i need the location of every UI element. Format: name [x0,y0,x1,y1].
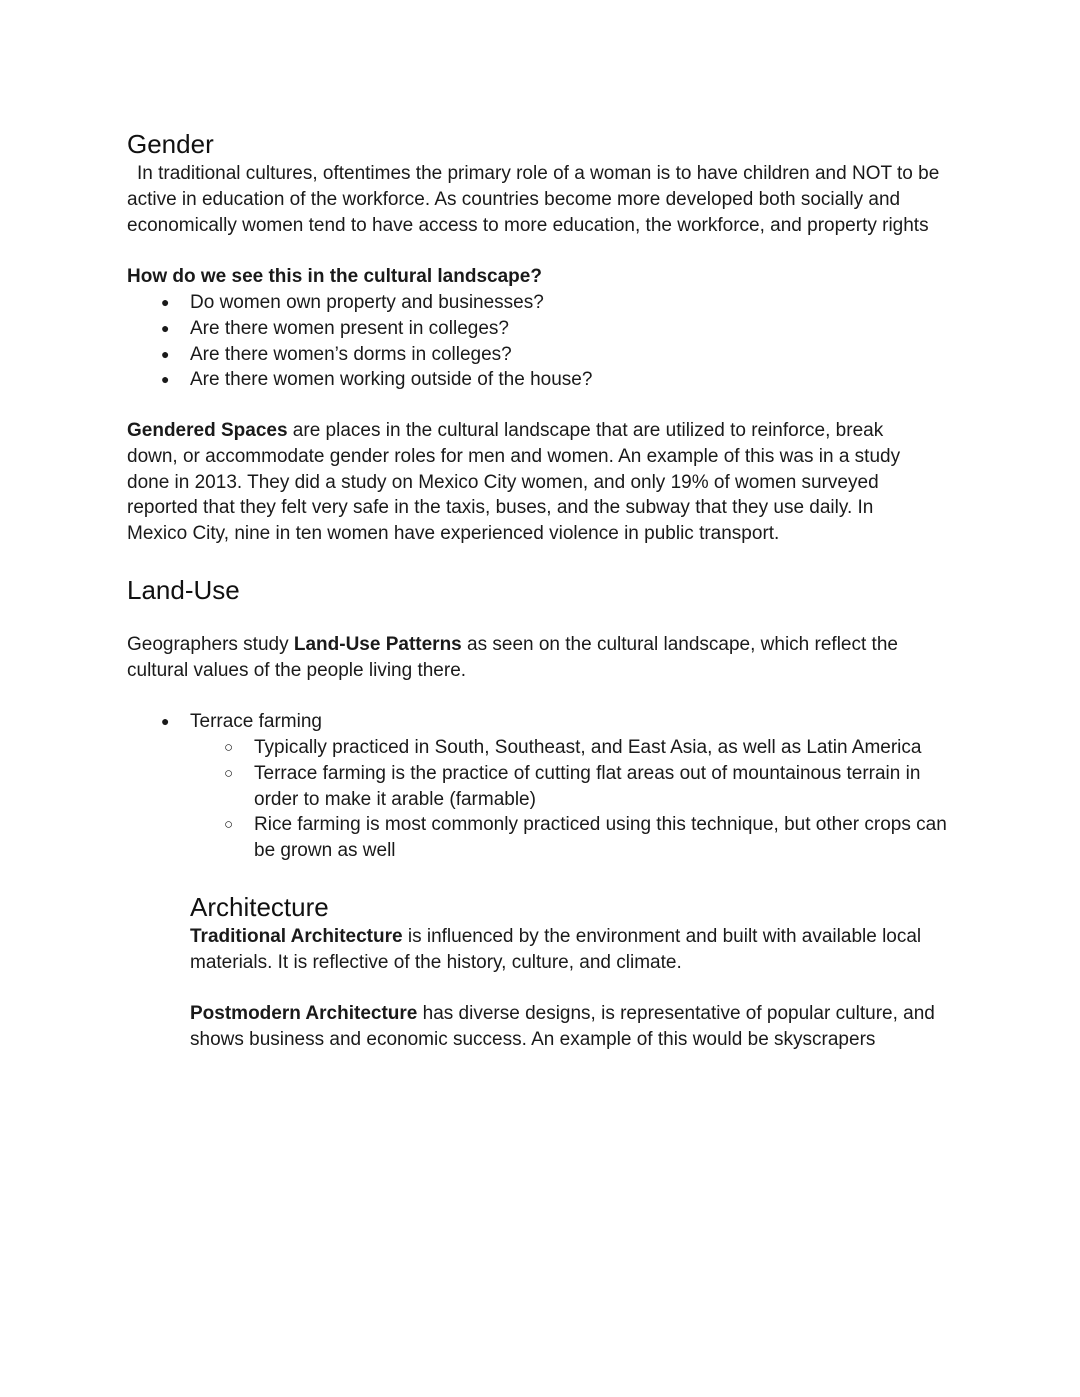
list-item-text: Are there women working outside of the house? [190,369,593,391]
sub-list-item-text: Terrace farming is the practice of cutting flat areas out of mountainous terrain in order to make it arable (farmable) [254,762,921,810]
land-use-paragraph [127,632,927,684]
gender-bullet-list [161,290,950,393]
list-item-text: Are there women’s dorms in colleges? [190,343,512,365]
architecture-heading: Architecture [190,892,329,922]
sub-list-item-text: Typically practiced in South, Southeast, and East Asia, as well as Latin America [254,737,922,758]
land-use-term: Land-Use Patterns [293,634,462,655]
land-use-text-after: as seen on the cultural landscape, which reflect the cultural values of the people living there. [127,634,898,681]
circle-bullet-icon: ○ [224,739,234,756]
gendered-spaces-text: are places in the cultural landscape that are utilized to reinforce, break down, or accommodate gender roles for men and women. An example of this was in a study done in 2013. They did a study on Mexico City women, and only 19% of women surveyed reported that they felt very safe in the taxis, buses, and the subway that they use daily. In Mexico City, nine in ten women have experienced violence in public transport. [127,420,901,545]
list-item-text: Terrace farming [190,711,322,732]
circle-bullet-icon: ○ [224,764,234,782]
bullet-icon: ● [161,294,170,310]
list-item-text: Do women own property and businesses? [190,292,544,313]
gendered-spaces-paragraph [127,418,927,547]
terrace-sub-list [224,735,954,864]
traditional-architecture-paragraph [190,924,960,976]
gender-intro: In traditional cultures, oftentimes the primary role of a woman is to have children and NOT to be active in education of the workforce. As countries become more developed both socially and economically women tend to have access to more education, the workforce, and property rights [127,163,940,236]
postmodern-architecture-text: has diverse designs, is representative of popular culture, and shows business and economic success. An example of this would be skyscrapers [190,1003,935,1050]
gender-heading: Gender [127,129,214,159]
land-use-text-before: Geographers study [127,634,294,655]
traditional-architecture-text: is influenced by the environment and built with available local materials. It is reflective of the history, culture, and climate. [190,926,922,973]
bullet-icon: ● [161,319,170,336]
list-item [161,290,950,316]
land-use-heading: Land-Use [127,575,240,605]
land-use-bullet-list [161,709,960,735]
traditional-architecture-term: Traditional Architecture [190,926,403,947]
sub-list-item [224,761,954,813]
list-item [161,709,960,735]
bullet-icon: ● [161,345,170,362]
gendered-spaces-term: Gendered Spaces [127,420,288,441]
list-item [161,316,950,342]
postmodern-architecture-paragraph [190,1001,965,1053]
list-item-text: Are there women present in colleges? [190,317,509,339]
list-item [161,367,950,393]
sub-list-item-text: Rice farming is most commonly practiced using this technique, but other crops can be grown as well [254,814,947,862]
sub-list-item [224,735,954,761]
postmodern-architecture-term: Postmodern Architecture [190,1003,418,1024]
circle-bullet-icon: ○ [224,816,234,834]
sub-list-item [224,812,954,864]
cultural-landscape-question: How do we see this in the cultural landscape? [127,266,542,287]
list-item [161,342,950,368]
bullet-icon: ● [161,371,170,388]
bullet-icon: ● [161,713,170,729]
